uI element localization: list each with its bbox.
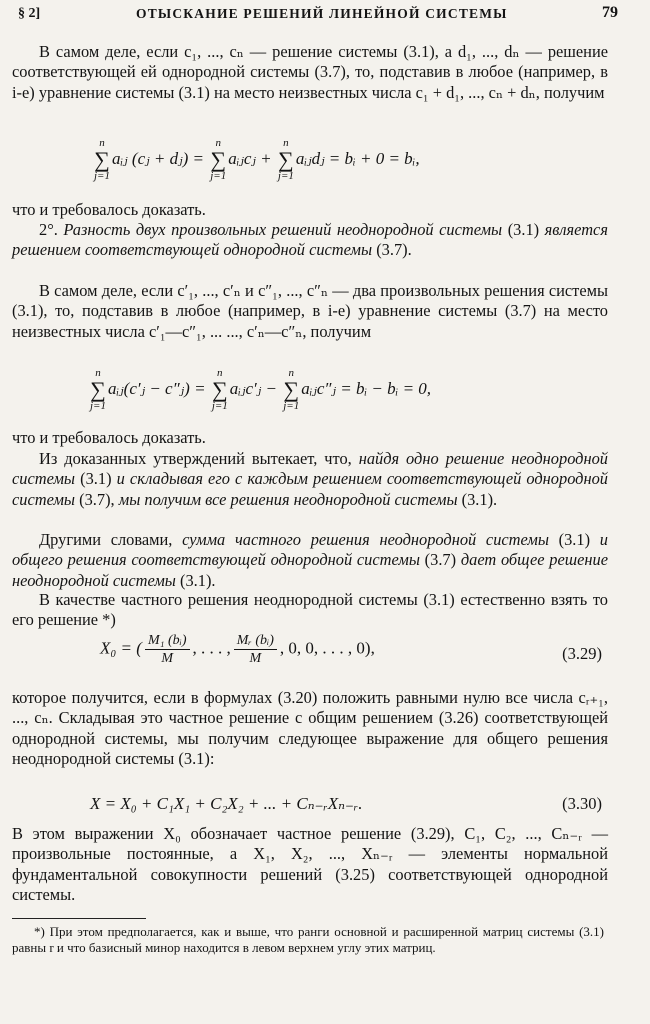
- eq3-lhs: X₀ = (: [100, 638, 142, 658]
- paragraph-1: В самом деле, если c₁, ..., cₙ — решение системы (3.1), а d₁, ..., dₙ — решение соответствующей ей однородной системы (3.7), то, подставив в любое (например, в i-е) уравнение системы (3.1) на место неизвестных числа c₁ + d₁, ..., cₙ + dₙ, получим: [12, 42, 608, 102]
- paragraph-7: которое получится, если в формулах (3.20) положить равными нулю все числа cᵣ₊₁, ..., cₙ. Складывая это частное решение с общим решением (3.26) соответствующей однородной системы, мы получим следующее выражение для общего решения неоднородной системы (3.1):: [12, 688, 608, 768]
- footnote: *) При этом предполагается, как и выше, что ранги основной и расширенной матриц системы (3.1) равны r и что базисный минор находится в левом верхнем углу этих матриц.: [12, 924, 604, 955]
- eq1-term1: aᵢⱼ (cⱼ + dⱼ) =: [111, 148, 204, 168]
- eq1-term3: aᵢⱼdⱼ = bᵢ + 0 = bᵢ,: [295, 148, 420, 168]
- sum-symbol: n ∑ j=1: [277, 137, 294, 182]
- equation-number-3-29: (3.29): [562, 644, 602, 663]
- header-title: ОТЫСКАНИЕ РЕШЕНИЙ ЛИНЕЙНОЙ СИСТЕМЫ: [136, 6, 508, 21]
- sum-symbol: n ∑ j=1: [211, 367, 228, 412]
- proved-line-2: что и требовалось доказать.: [12, 428, 206, 447]
- running-header: [18, 4, 618, 26]
- footnote-rule: [12, 918, 146, 919]
- paragraph-8: В этом выражении X₀ обозначает частное решение (3.29), C₁, C₂, ..., Cₙ₋ᵣ — произвольные постоянные, а X₁, X₂, ..., Xₙ₋ᵣ — элементы нормальной фундаментальной совокупности решений (3.25) соответствующей однородной системы.: [12, 824, 608, 904]
- eq2-term2: aᵢⱼc′ⱼ −: [229, 378, 277, 398]
- paragraph-4: Из доказанных утверждений вытекает, что, найдя одно решение неоднородной системы (3.1) и складывая его с каждым решением соответствующей однородной системы (3.7), мы получим все решения неоднородной системы (3.1).: [12, 449, 608, 509]
- proved-line-1: что и требовалось доказать.: [12, 200, 206, 219]
- paragraph-3: В самом деле, если c′₁, ..., c′ₙ и c″₁, ..., c″ₙ — два произвольных решения системы (3.1), то, подставив в любое (например, в i-е) уравнение системы (3.7) на место неизвестных числа c′₁—c″₁, ... ..., c′ₙ—c″ₙ, получим: [12, 281, 608, 341]
- sum-symbol: n ∑ j=1: [283, 367, 300, 412]
- paragraph-6: В качестве частного решения неоднородной системы (3.1) естественно взять то его решение *): [12, 590, 608, 630]
- sum-symbol: n ∑ j=1: [210, 137, 227, 182]
- section-ref: § 2]: [18, 6, 41, 21]
- paragraph-5: Другими словами, сумма частного решения неоднородной системы (3.1) и общего решения соответствующей однородной системы (3.7) дает общее решение неоднородной системы (3.1).: [12, 530, 608, 590]
- page-number: 79: [602, 4, 618, 21]
- eq2-term1: aᵢⱼ(c′ⱼ − c″ⱼ) =: [107, 378, 206, 398]
- eq4-body: X = X₀ + C₁X₁ + C₂X₂ + ... + Cₙ₋ᵣXₙ₋ᵣ.: [90, 794, 363, 813]
- eq1-term2: aᵢⱼcⱼ +: [228, 148, 272, 168]
- sum-symbol: n ∑ j=1: [94, 137, 110, 182]
- paragraph-2: 2°. Разность двух произвольных решений неоднородной системы (3.1) является решением соответствующей однородной системы (3.7).: [12, 220, 608, 260]
- fraction-2: $\frac{\text{Mᵣ (bᵢ)}}{M}$: [234, 632, 277, 667]
- eq2-term3: aᵢⱼc″ⱼ = bᵢ − bᵢ = 0,: [301, 378, 432, 398]
- equation-number-3-30: (3.30): [562, 794, 602, 813]
- sum-symbol: n ∑ j=1: [90, 367, 106, 412]
- fraction-1: $\frac{\text{M₁ (bᵢ)}}{M}$: [145, 632, 190, 667]
- book-page: § 2] ОТЫСКАНИЕ РЕШЕНИЙ ЛИНЕЙНОЙ СИСТЕМЫ 79 В самом деле, если c₁, ..., cₙ — решение системы (3.1), а d₁, ..., dₙ — решение соответствующей ей однородной системы (3.7), то, подставив в любое (например, в i-е) уравнение системы (3.1) на место неизвестных числа c₁ + d₁, ..., cₙ + dₙ, получим n ∑ j=1 aᵢⱼ (cⱼ + dⱼ) = n ∑ j=1 aᵢⱼcⱼ + n ∑ j=1 aᵢⱼdⱼ = bᵢ + 0 = bᵢ, что и требовалось доказать. 2°. Разность двух произвольных решений неоднородной системы (3.1) является решением соответствующей однородной системы (3.7). В самом деле, если c′₁, ..., c′ₙ и c″₁, ..., c″ₙ — два произвольных решения системы (3.1), то, подставив в любое (например, в i-е) уравнение системы (3.7) на место неизвестных числа c′₁—c″₁, ... ..., c′ₙ—c″ₙ, получим n ∑ j=1 aᵢⱼ(c′ⱼ − c″ⱼ) = n ∑ j=1 aᵢⱼc′ⱼ − n ∑ j=1 aᵢⱼc″ⱼ = bᵢ − bᵢ = 0, что и требовалось доказать. Из доказанных утверждений вытекает, что, найдя одно решение неоднородной системы (3.1) и складывая его с каждым решением соответствующей однородной системы (3.7), мы получим все решения неоднородной системы (3.1). Другими словами, сумма частного решения неоднородной системы (3.1) и общего решения соответствующей однородной системы (3.7) дает общее решение неоднородной системы (3.1). В качестве частного решения неоднородной системы (3.1) естественно взять то его решение *) X₀ = ( $\frac{\text{M₁ (bᵢ)}}{M}$ , . . . , $\frac{\text{Mᵣ (bᵢ)}}{M}$ , 0, 0, . . . , 0), (3.29) которое получится, если в формулах (3.20) положить равными нулю все числа cᵣ₊₁, ..., cₙ. Складывая это частное решение с общим решением (3.26) соответствующей однородной системы, мы получим следующее выражение для общего решения неоднородной системы (3.1): X = X₀ + C₁X₁ + C₂X₂ + ... + Cₙ₋ᵣXₙ₋ᵣ. (3.30) В этом выражении X₀ обозначает частное решение (3.29), C₁, C₂, ..., Cₙ₋ᵣ — произвольные постоянные, а X₁, X₂, ..., Xₙ₋ᵣ — элементы нормальной фундаментальной совокупности решений (3.25) соответствующей однородной системы. *) При этом предполагается, как и выше, что ранги основной и расширенной матриц системы (3.1) равны r и что базисный минор находится в левом верхнем углу этих матриц.: [12, 4, 618, 955]
